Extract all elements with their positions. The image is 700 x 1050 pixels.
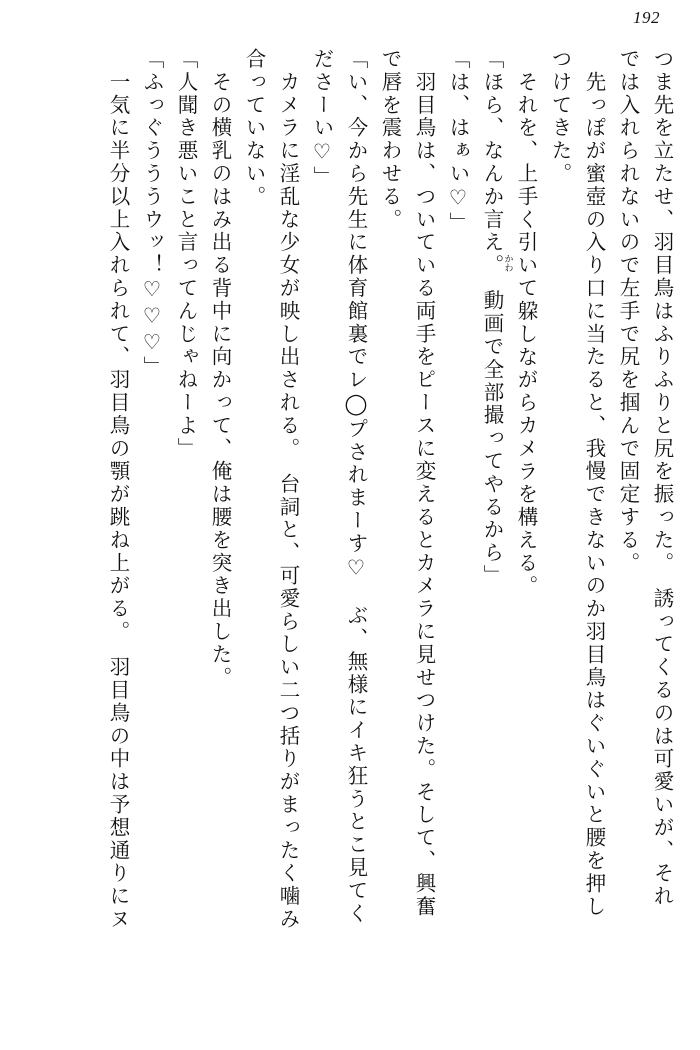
text-line: カメラに淫乱な少女が映し出される。 台詞と、可愛らしい二つ括りがまったく噛み bbox=[276, 48, 300, 931]
text-line: それを、上手く引い かわ て躱しながらカメラを構える。 bbox=[502, 48, 538, 598]
page-number: 192 bbox=[633, 8, 660, 27]
text-line: で唇を震わせる。 bbox=[378, 48, 402, 232]
text-line: 「ほら、なんか言え。 動画で全部撮ってやるから」 bbox=[480, 48, 504, 588]
text-line: ださーい♡」 bbox=[310, 48, 334, 189]
text-line: では入れられないので左手で尻を掴んで固定する。 bbox=[616, 48, 640, 575]
text-line: 「ふっぐうううウッ！♡♡♡」 bbox=[140, 48, 164, 380]
text-line: 一気に半分以上入れられて、羽目鳥の顎が跳ね上がる。 羽目鳥の中は予想通りにヌ bbox=[106, 48, 130, 931]
text-line: その横乳のはみ出る背中に向かって、俺は腰を突き出した。 bbox=[208, 48, 232, 690]
ruby-furigana: かわ bbox=[502, 254, 513, 273]
text-line: 合っていない。 bbox=[242, 48, 266, 209]
text-line: つま先を立たせ、羽目鳥はふりふりと尻を振った。 誘ってくるのは可愛いが、それ bbox=[650, 48, 674, 908]
text-line: 「い、今から先生に体育館裏でレ◯プされまーす♡ ぶ、無様にイキ狂うとこ見てく bbox=[344, 48, 368, 926]
text-line: つけてきた。 bbox=[548, 48, 572, 186]
text-line: 先っぽが蜜壺の入り口に当たると、我慢できないのか羽目鳥はぐいぐいと腰を押し bbox=[582, 48, 606, 919]
body-text-block bbox=[28, 48, 672, 1024]
text-line: 「は、はぁい♡」 bbox=[446, 48, 470, 235]
ruby-base: い かわ bbox=[502, 254, 538, 278]
text-line: 羽目鳥は、ついている両手をピースに変えるとカメラに見せつけた。そして、興奮 bbox=[412, 48, 436, 919]
text-line: 「人聞き悪いこと言ってんじゃねーよ」 bbox=[174, 48, 198, 461]
